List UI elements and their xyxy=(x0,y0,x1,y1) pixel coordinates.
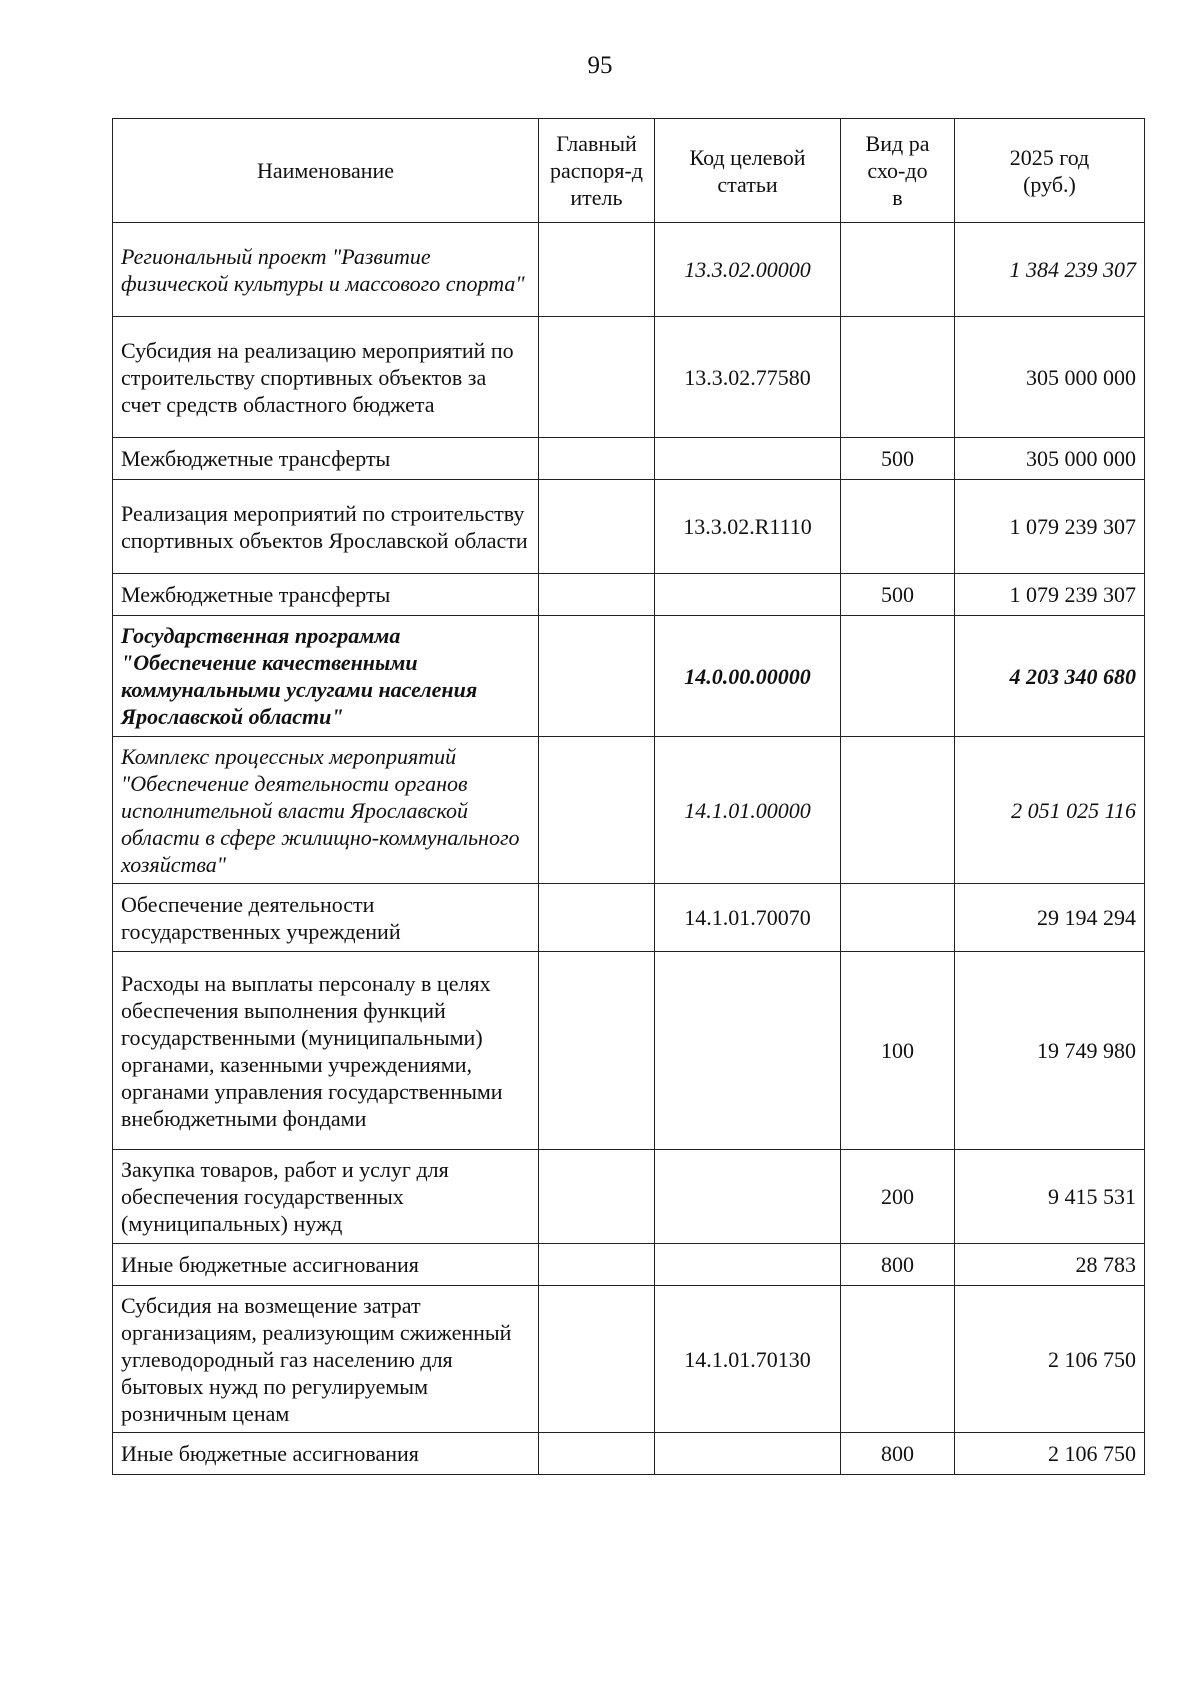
table-row xyxy=(113,438,1145,480)
row-glavny xyxy=(539,223,655,317)
header-glavny-label: Главный распоря-дитель xyxy=(550,131,643,210)
row-vid: 100 xyxy=(841,952,955,1150)
table-header-row xyxy=(113,119,1145,223)
row-code: 14.1.01.00000 xyxy=(655,737,841,884)
row-name: Субсидия на возмещение затрат организациям, реализующим сжиженный углеводородный газ населению для бытовых нужд по регулируемым розничным ценам xyxy=(113,1286,539,1433)
row-vid xyxy=(841,616,955,737)
row-name: Иные бюджетные ассигнования xyxy=(113,1433,539,1475)
row-amount: 1 079 239 307 xyxy=(955,480,1145,574)
row-code: 13.3.02.00000 xyxy=(655,223,841,317)
row-amount: 1 384 239 307 xyxy=(955,223,1145,317)
header-name: Наименование xyxy=(113,119,539,223)
row-amount: 2 106 750 xyxy=(955,1433,1145,1475)
row-code xyxy=(655,1433,841,1475)
row-name: Межбюджетные трансферты xyxy=(113,574,539,616)
row-code: 13.3.02.77580 xyxy=(655,317,841,438)
table-row xyxy=(113,574,1145,616)
row-name: Региональный проект "Развитие физической культуры и массового спорта" xyxy=(113,223,539,317)
row-name: Иные бюджетные ассигнования xyxy=(113,1244,539,1286)
table-row xyxy=(113,737,1145,884)
row-glavny xyxy=(539,480,655,574)
row-amount: 28 783 xyxy=(955,1244,1145,1286)
row-vid xyxy=(841,223,955,317)
table-row xyxy=(113,1150,1145,1244)
row-vid xyxy=(841,737,955,884)
header-kod: Код целевой статьи xyxy=(655,119,841,223)
row-glavny xyxy=(539,1286,655,1433)
row-vid xyxy=(841,884,955,952)
row-code xyxy=(655,952,841,1150)
row-vid: 800 xyxy=(841,1244,955,1286)
row-amount: 2 051 025 116 xyxy=(955,737,1145,884)
row-amount: 305 000 000 xyxy=(955,438,1145,480)
row-name: Расходы на выплаты персоналу в целях обеспечения выполнения функций государственными (муниципальными) органами, казенными учреждениями, органами управления государственными внебюджетными фондами xyxy=(113,952,539,1150)
row-glavny xyxy=(539,952,655,1150)
table-row xyxy=(113,1433,1145,1475)
table-row xyxy=(113,223,1145,317)
row-vid: 800 xyxy=(841,1433,955,1475)
row-amount: 19 749 980 xyxy=(955,952,1145,1150)
table-row xyxy=(113,1286,1145,1433)
row-name: Субсидия на реализацию мероприятий по строительству спортивных объектов за счет средств областного бюджета xyxy=(113,317,539,438)
row-code xyxy=(655,1244,841,1286)
row-glavny xyxy=(539,317,655,438)
row-glavny xyxy=(539,616,655,737)
table-row xyxy=(113,884,1145,952)
row-name: Комплекс процессных мероприятий "Обеспечение деятельности органов исполнительной власти Ярославской области в сфере жилищно-коммунального хозяйства" xyxy=(113,737,539,884)
row-vid: 500 xyxy=(841,574,955,616)
row-code: 14.1.01.70130 xyxy=(655,1286,841,1433)
table-row xyxy=(113,317,1145,438)
row-amount: 9 415 531 xyxy=(955,1150,1145,1244)
row-amount: 1 079 239 307 xyxy=(955,574,1145,616)
header-vid-label: Вид расхо-дов xyxy=(865,131,930,210)
row-code xyxy=(655,438,841,480)
row-name: Государственная программа "Обеспечение качественными коммунальными услугами населения Ярославской области" xyxy=(113,616,539,737)
row-vid: 200 xyxy=(841,1150,955,1244)
row-name: Обеспечение деятельности государственных учреждений xyxy=(113,884,539,952)
table-row xyxy=(113,480,1145,574)
row-code: 13.3.02.R1110 xyxy=(655,480,841,574)
header-year: 2025 год (руб.) xyxy=(955,119,1145,223)
row-code xyxy=(655,1150,841,1244)
row-glavny xyxy=(539,884,655,952)
row-vid xyxy=(841,1286,955,1433)
row-glavny xyxy=(539,574,655,616)
row-vid xyxy=(841,317,955,438)
page-number: 95 xyxy=(587,52,613,79)
row-vid: 500 xyxy=(841,438,955,480)
table-row xyxy=(113,1244,1145,1286)
table-row xyxy=(113,616,1145,737)
row-amount: 29 194 294 xyxy=(955,884,1145,952)
row-name: Реализация мероприятий по строительству спортивных объектов Ярославской области xyxy=(113,480,539,574)
row-code: 14.0.00.00000 xyxy=(655,616,841,737)
header-vid xyxy=(841,119,955,223)
row-name: Межбюджетные трансферты xyxy=(113,438,539,480)
row-name: Закупка товаров, работ и услуг для обеспечения государственных (муниципальных) нужд xyxy=(113,1150,539,1244)
row-glavny xyxy=(539,438,655,480)
row-code: 14.1.01.70070 xyxy=(655,884,841,952)
row-glavny xyxy=(539,1244,655,1286)
row-amount: 2 106 750 xyxy=(955,1286,1145,1433)
row-glavny xyxy=(539,1433,655,1475)
table-body xyxy=(113,223,1145,1475)
row-glavny xyxy=(539,1150,655,1244)
row-code xyxy=(655,574,841,616)
row-amount: 305 000 000 xyxy=(955,317,1145,438)
row-amount: 4 203 340 680 xyxy=(955,616,1145,737)
row-vid xyxy=(841,480,955,574)
header-glavny xyxy=(539,119,655,223)
row-glavny xyxy=(539,737,655,884)
budget-table xyxy=(112,118,1145,1475)
table-row xyxy=(113,952,1145,1150)
